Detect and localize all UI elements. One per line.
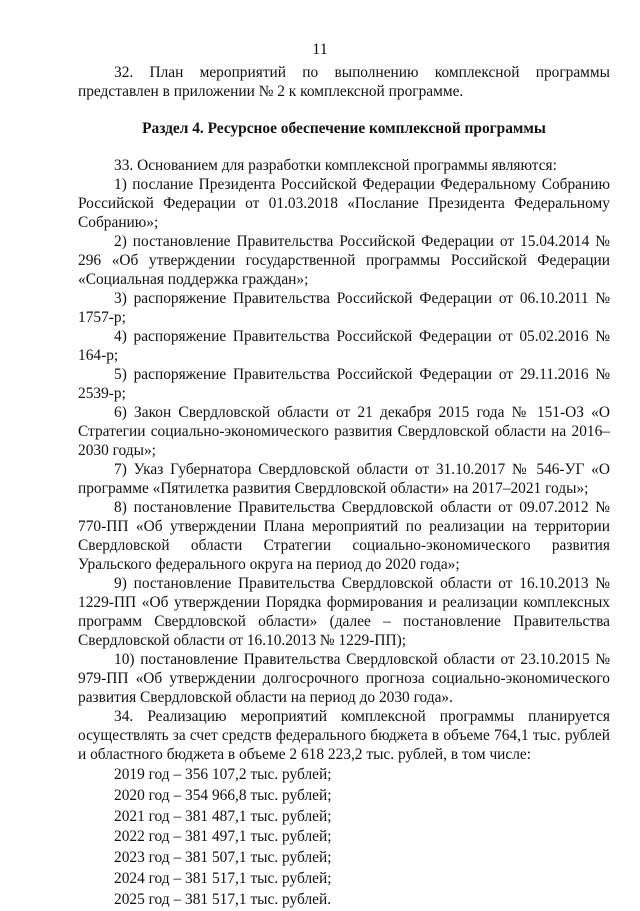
budget-year-item: 2019 год – 356 107,2 тыс. рублей;	[114, 766, 332, 783]
page-number: 11	[312, 41, 328, 58]
basis-item-2: 2) постановление Правительства Российской Федерации от 15.04.2014 № 296 «Об утверждении государственной программы Российской Федерации «Социальная поддержка граждан»;	[78, 233, 610, 288]
basis-item-1: 1) послание Президента Российской Федерации Федеральному Собранию Российской Федерации от 01.03.2018 «Послание Президента Федеральному Собранию»;	[78, 176, 610, 231]
budget-year-item: 2022 год – 381 497,1 тыс. рублей;	[114, 828, 332, 846]
basis-item-3: 3) распоряжение Правительства Российской Федерации от 06.10.2011 № 1757-р;	[78, 290, 610, 326]
basis-item-8: 8) постановление Правительства Свердловской области от 09.07.2012 № 770-ПП «Об утверждении Плана мероприятий по реализации на территории Свердловской области Стратегии социально-экономического развития Уральского федерального округа на период до 2020 года»;	[78, 499, 610, 573]
basis-item-4: 4) распоряжение Правительства Российской Федерации от 05.02.2016 № 164-р;	[78, 328, 610, 364]
paragraph-34: 34. Реализацию мероприятий комплексной программы планируется осуществлять за счет средств федерального бюджета в объеме 764,1 тыс. рублей и областного бюджета в объеме 2 618 223,2 тыс. рублей, в том числе:	[78, 708, 610, 763]
basis-item-7: 7) Указ Губернатора Свердловской области от 31.10.2017 № 546-УГ «О программе «Пятилетка развития Свердловской области» на 2017–2021 годы»;	[78, 461, 610, 497]
budget-year-item: 2020 год – 354 966,8 тыс. рублей;	[114, 786, 332, 804]
basis-item-6: 6) Закон Свердловской области от 21 декабря 2015 года № 151-ОЗ «О Стратегии социально-экономического развития Свердловской области на 2016–2030 годы»;	[78, 404, 610, 459]
budget-year-item: 2021 год – 381 487,1 тыс. рублей;	[114, 807, 332, 825]
paragraph-33-intro: 33. Основанием для разработки комплексной программы являются:	[114, 157, 557, 174]
budget-year-item: 2025 год – 381 517,1 тыс. рублей.	[114, 890, 332, 908]
section-heading: Раздел 4. Ресурсное обеспечение комплексной программы	[142, 120, 546, 137]
document-body	[78, 63, 610, 911]
budget-year-item: 2023 год – 381 507,1 тыс. рублей;	[114, 849, 332, 867]
basis-item-9: 9) постановление Правительства Свердловской области от 16.10.2013 № 1229-ПП «Об утверждении Порядка формирования и реализации комплексных программ Свердловской области» (далее – постановление Правительства Свердловской области от 16.10.2013 № 1229-ПП);	[78, 575, 610, 649]
basis-item-10: 10) постановление Правительства Свердловской области от 23.10.2015 № 979-ПП «Об утверждении долгосрочного прогноза социально-экономического развития Свердловской области на период до 2030 года».	[78, 651, 610, 706]
paragraph-32: 32. План мероприятий по выполнению комплексной программы представлен в приложении № 2 к комплексной программе.	[78, 64, 610, 100]
budget-year-item: 2024 год – 381 517,1 тыс. рублей;	[114, 869, 332, 887]
basis-item-5: 5) распоряжение Правительства Российской Федерации от 29.11.2016 № 2539-р;	[78, 366, 610, 402]
budget-by-year-list	[78, 765, 610, 909]
